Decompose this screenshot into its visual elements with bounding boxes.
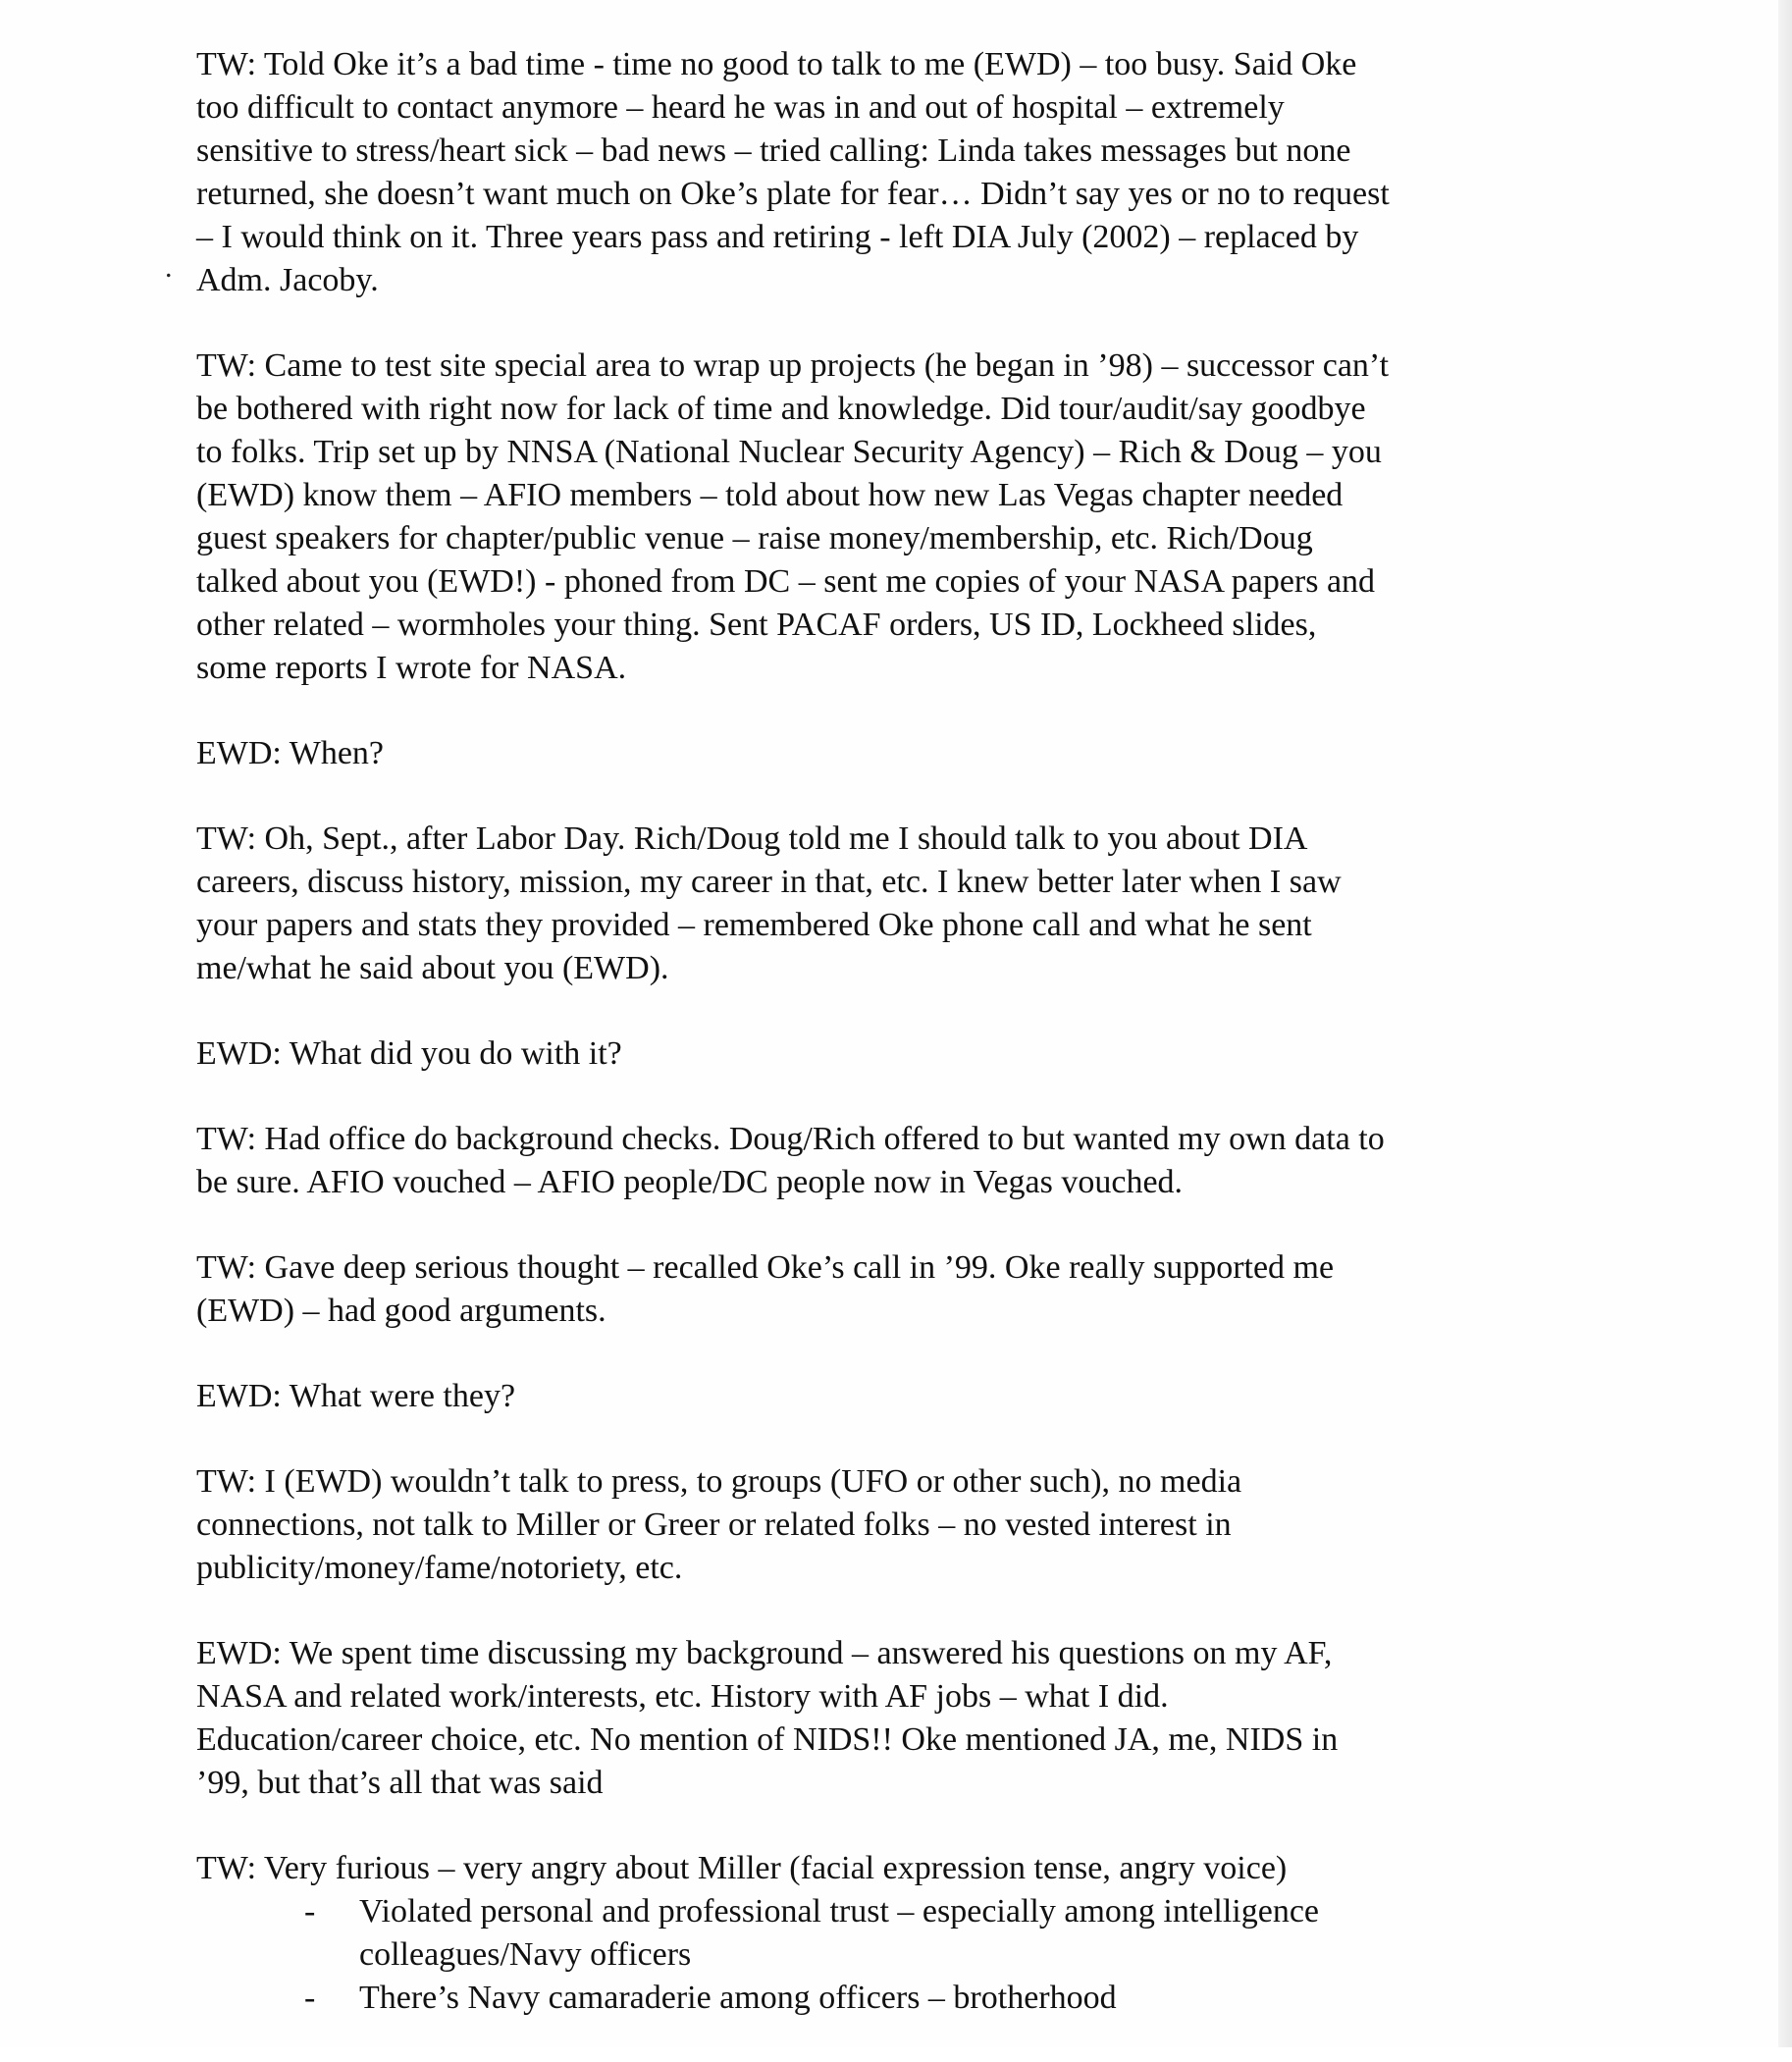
text-line: publicity/money/fame/notoriety, etc.	[196, 1550, 683, 1586]
bullet-item	[304, 1977, 1570, 2020]
text-line: TW: Oh, Sept., after Labor Day. Rich/Doug told me I should talk to you about DIA	[196, 820, 1308, 857]
paragraph	[196, 1118, 1570, 1204]
text-line: – I would think on it. Three years pass and retiring - left DIA July (2002) – replaced by	[196, 219, 1359, 255]
text-line: TW: I (EWD) wouldn’t talk to press, to groups (UFO or other such), no media	[196, 1463, 1242, 1500]
text-line: connections, not talk to Miller or Greer or related folks – no vested interest in	[196, 1507, 1232, 1543]
text-line: TW: Came to test site special area to wrap up projects (he began in ’98) – successor can’t	[196, 347, 1390, 384]
text-line: Adm. Jacoby.	[196, 262, 379, 298]
bullet-text-line: colleagues/Navy officers	[359, 1936, 692, 1973]
text-line: careers, discuss history, mission, my career in that, etc. I knew better later when I saw	[196, 864, 1342, 900]
paragraph	[196, 344, 1570, 690]
final-paragraph-line: TW: Very furious – very angry about Miller (facial expression tense, angry voice)	[196, 1850, 1288, 1886]
bullet-marker: -	[304, 1980, 316, 2016]
text-line: guest speakers for chapter/public venue – raise money/membership, etc. Rich/Doug	[196, 520, 1313, 556]
bullet-text-line: Violated personal and professional trust – especially among intelligence	[359, 1893, 1319, 1930]
text-line: be sure. AFIO vouched – AFIO people/DC people now in Vegas vouched.	[196, 1164, 1184, 1200]
text-line: TW: Told Oke it’s a bad time - time no good to talk to me (EWD) – too busy. Said Oke	[196, 46, 1357, 82]
paragraph	[196, 43, 1570, 302]
text-line: TW: Gave deep serious thought – recalled Oke’s call in ’99. Oke really supported me	[196, 1249, 1335, 1286]
text-line: TW: Had office do background checks. Doug/Rich offered to but wanted my own data to	[196, 1121, 1385, 1157]
paragraph	[196, 1246, 1570, 1333]
page-edge-shadow	[1778, 0, 1792, 2047]
text-line: be bothered with right now for lack of time and knowledge. Did tour/audit/say goodbye	[196, 391, 1366, 427]
text-line: ’99, but that’s all that was said	[196, 1765, 604, 1801]
final-paragraph	[196, 1847, 1570, 2020]
text-line: to folks. Trip set up by NNSA (National Nuclear Security Agency) – Rich & Doug – you	[196, 434, 1382, 470]
text-line: Education/career choice, etc. No mention of NIDS!! Oke mentioned JA, me, NIDS in	[196, 1721, 1339, 1758]
paragraph	[196, 1632, 1570, 1805]
text-line: (EWD) – had good arguments.	[196, 1293, 606, 1329]
text-line: (EWD) know them – AFIO members – told about how new Las Vegas chapter needed	[196, 477, 1344, 513]
text-line: your papers and stats they provided – remembered Oke phone call and what he sent	[196, 907, 1312, 943]
text-line: other related – wormholes your thing. Sent PACAF orders, US ID, Lockheed slides,	[196, 607, 1317, 643]
text-line: some reports I wrote for NASA.	[196, 650, 627, 686]
document-body	[196, 43, 1570, 2062]
paragraph	[196, 1375, 1570, 1418]
margin-dot-mark: .	[165, 251, 173, 284]
paragraph	[196, 732, 1570, 775]
text-line: talked about you (EWD!) - phoned from DC – sent me copies of your NASA papers and	[196, 563, 1376, 600]
text-line: me/what he said about you (EWD).	[196, 950, 669, 986]
text-line: too difficult to contact anymore – heard he was in and out of hospital – extremely	[196, 89, 1285, 126]
text-line: returned, she doesn’t want much on Oke’s plate for fear… Didn’t say yes or no to request	[196, 176, 1390, 212]
text-line: EWD: We spent time discussing my background – answered his questions on my AF,	[196, 1635, 1333, 1671]
bullet-list	[196, 1890, 1570, 2020]
bullet-text-line: There’s Navy camaraderie among officers – brotherhood	[359, 1980, 1117, 2016]
text-line: EWD: What were they?	[196, 1378, 516, 1414]
paragraph-list	[196, 43, 1570, 1805]
text-line: EWD: What did you do with it?	[196, 1035, 622, 1072]
bullet-item	[304, 1890, 1570, 1977]
bullet-marker: -	[304, 1893, 316, 1930]
text-line: NASA and related work/interests, etc. History with AF jobs – what I did.	[196, 1678, 1169, 1715]
paragraph	[196, 1032, 1570, 1076]
text-line: sensitive to stress/heart sick – bad news – tried calling: Linda takes messages but none	[196, 132, 1351, 169]
text-line: EWD: When?	[196, 735, 385, 771]
paragraph	[196, 1460, 1570, 1590]
paragraph	[196, 818, 1570, 990]
